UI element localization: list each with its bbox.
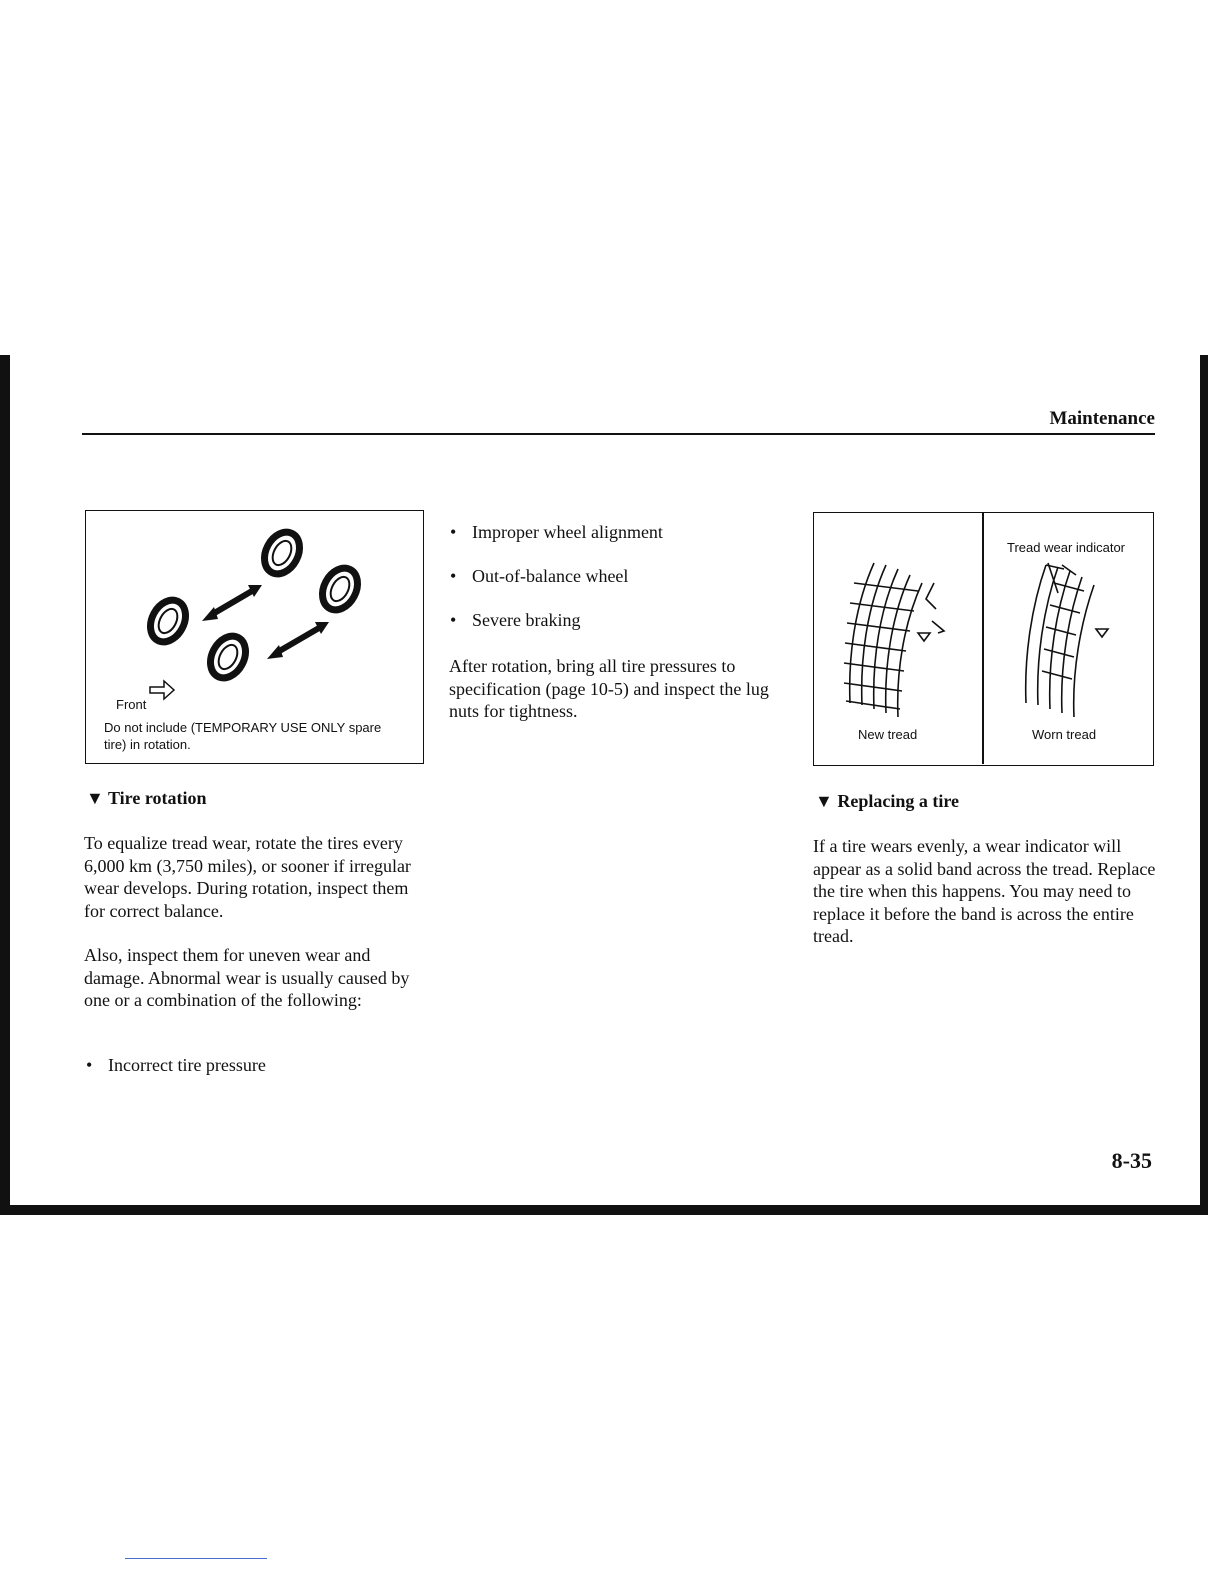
- list-item: • Out-of-balance wheel: [450, 566, 629, 586]
- tire-icon: [316, 562, 365, 616]
- replacing-heading: ▼ Replacing a tire: [815, 791, 959, 811]
- header-rule: [82, 433, 1155, 435]
- section-title: Maintenance: [1049, 408, 1155, 429]
- page-frame-bottom: [0, 1205, 1208, 1215]
- page-number: 8-35: [1111, 1148, 1152, 1173]
- page-frame-left: [0, 355, 10, 1215]
- tire-rotation-heading: ▼ Tire rotation: [86, 788, 207, 808]
- front-label: Front: [116, 697, 147, 712]
- tire-rotation-heading-text: Tire rotation: [108, 788, 207, 808]
- front-direction-icon: [150, 681, 174, 699]
- rotation-figure: [85, 510, 424, 764]
- double-arrow-icon: [267, 622, 329, 659]
- replacing-para: If a tire wears evenly, a wear indicator will appear as a solid band across the tread. Replace the tire when this happens. You may need to replace it before the band is across the entire tread.: [813, 836, 1156, 946]
- page-frame-right: [1200, 355, 1208, 1215]
- list-item: • Incorrect tire pressure: [86, 1055, 266, 1075]
- worn-tread-illustration: [1026, 563, 1108, 717]
- tread-wear-indicator-label: Tread wear indicator: [1007, 540, 1126, 555]
- after-rotation-para: After rotation, bring all tire pressures to specification (page 10-5) and inspect the lug nuts for tightness.: [449, 656, 769, 721]
- bottom-accent-line: [125, 1558, 267, 1559]
- new-tread-illustration: [844, 563, 944, 717]
- new-tread-label: New tread: [858, 727, 918, 742]
- tread-figure: [813, 512, 1154, 766]
- list-item: • Severe braking: [450, 610, 581, 630]
- worn-tread-label: Worn tread: [1032, 727, 1097, 742]
- tire-rotation-para2: Also, inspect them for uneven wear and damage. Abnormal wear is usually caused by one or a combination of the following:: [84, 945, 410, 1010]
- tire-rotation-para1: To equalize tread wear, rotate the tires every 6,000 km (3,750 miles), or sooner if irregular wear develops. During rotation, inspect them for correct balance.: [84, 833, 411, 921]
- tire-icon: [258, 526, 307, 580]
- list-item: • Improper wheel alignment: [450, 522, 663, 542]
- tire-icon: [204, 630, 253, 684]
- tire-icon: [144, 594, 193, 648]
- rotation-note: Do not include (TEMPORARY USE ONLY spare tire) in rotation.: [104, 720, 382, 752]
- double-arrow-icon: [202, 585, 262, 621]
- replacing-heading-text: Replacing a tire: [837, 791, 959, 811]
